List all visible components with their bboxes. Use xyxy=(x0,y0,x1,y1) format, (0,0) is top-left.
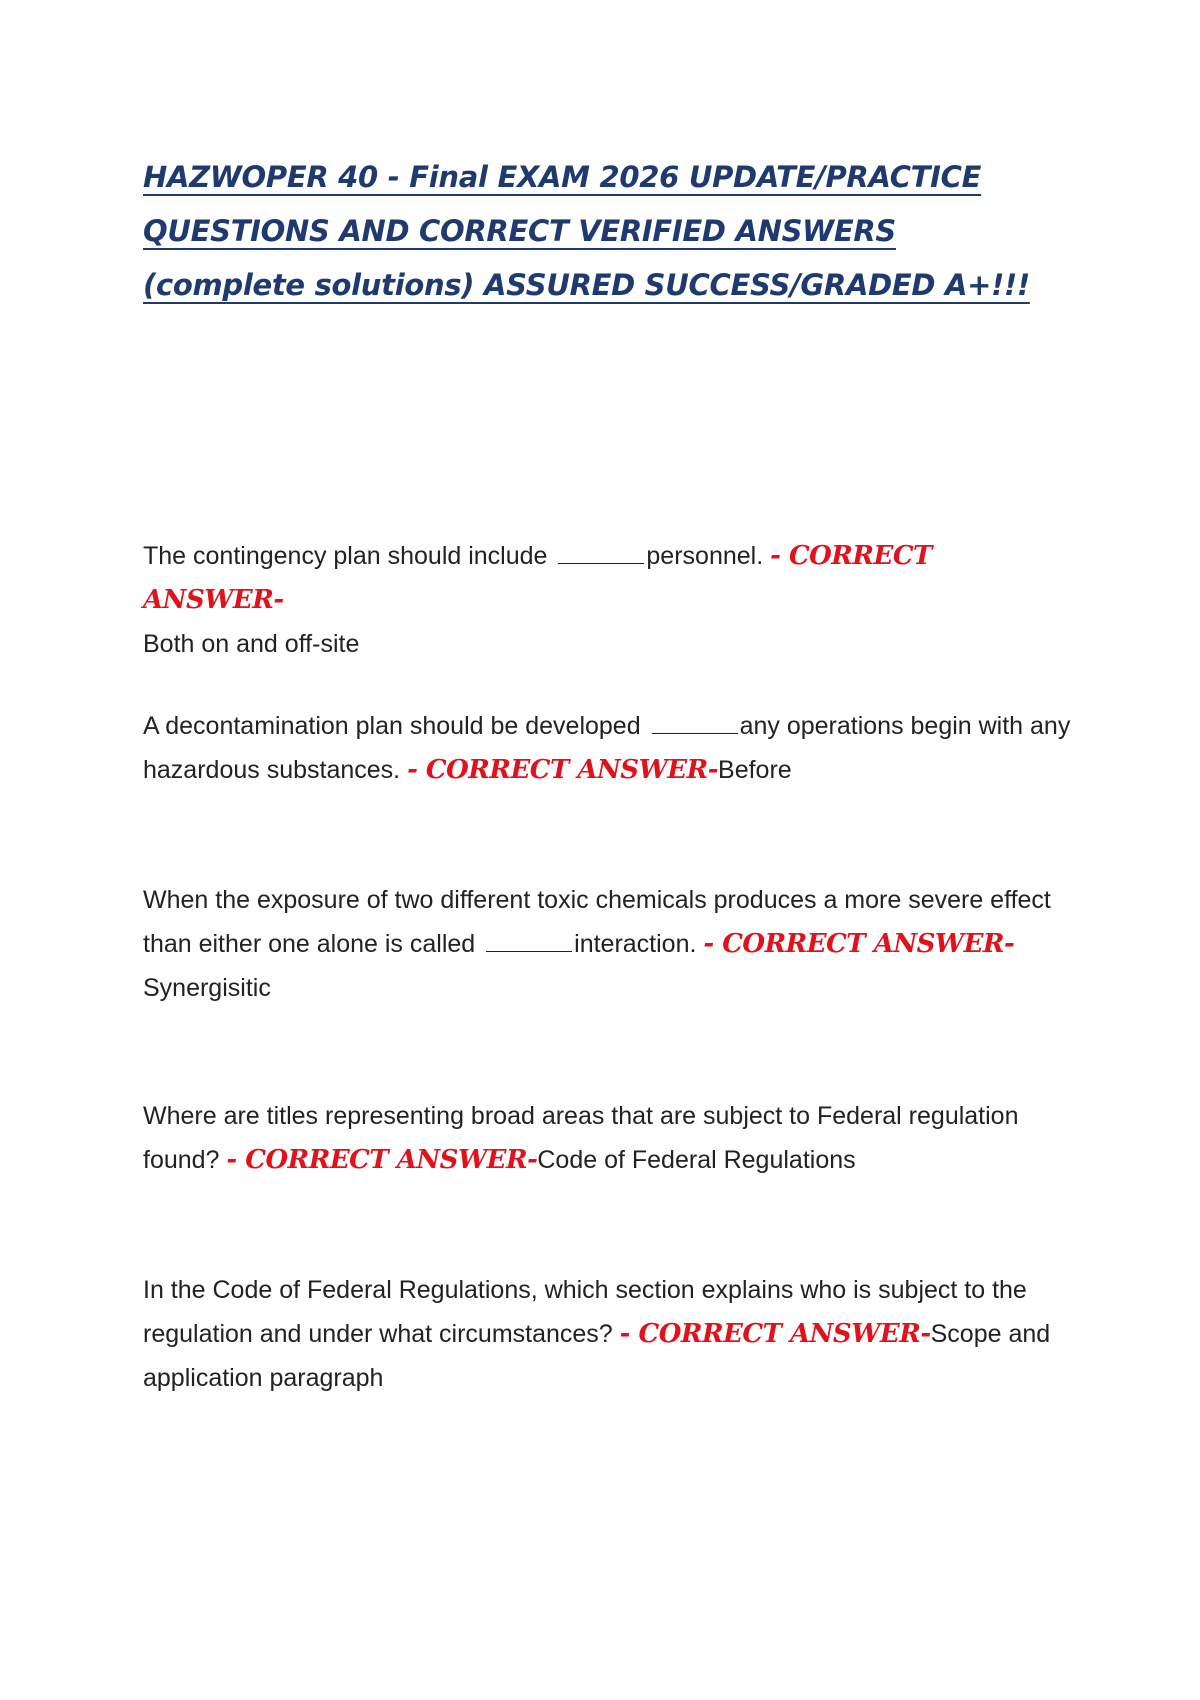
question-text: In the Code of Federal Regulations, which section explains who is subject to the regulation and under what circumstances? xyxy=(143,1276,1027,1348)
fill-in-blank xyxy=(652,711,738,734)
fill-in-blank xyxy=(486,929,572,952)
question-text: personnel. xyxy=(646,542,764,570)
qa-item xyxy=(143,704,1073,792)
question-text: When the exposure of two different toxic chemicals produces a more severe effect than either one alone is called xyxy=(143,886,1051,958)
qa-item xyxy=(143,878,1073,1010)
correct-answer-marker: - CORRECT ANSWER- xyxy=(619,1319,931,1349)
correct-answer-marker: - CORRECT ANSWER- xyxy=(703,929,1015,959)
qa-item xyxy=(143,534,1073,666)
question-text: Where are titles representing broad areas that are subject to Federal regulation found? xyxy=(143,1102,1019,1174)
fill-in-blank xyxy=(558,541,644,564)
question-text: The contingency plan should include xyxy=(143,542,548,570)
question-text: A decontamination plan should be developed xyxy=(143,712,641,740)
correct-answer-marker: - CORRECT ANSWER- xyxy=(407,755,719,785)
document-title: HAZWOPER 40 - Final EXAM 2026 UPDATE/PRACTICE QUESTIONS AND CORRECT VERIFIED ANSWERS (complete solutions) ASSURED SUCCESS/GRADED A+!!! xyxy=(143,160,1030,302)
correct-answer-marker: - CORRECT ANSWER- xyxy=(226,1145,538,1175)
answer-text: Both on and off-site xyxy=(143,630,360,658)
answer-text: Synergisitic xyxy=(143,974,271,1002)
answer-text: Code of Federal Regulations xyxy=(537,1146,856,1174)
answer-text: Scope and application paragraph xyxy=(143,1320,1051,1392)
answer-text: Before xyxy=(718,756,792,784)
qa-item xyxy=(143,1094,1073,1182)
question-text: any operations begin with any hazardous substances. xyxy=(143,712,1071,784)
question-text: interaction. xyxy=(574,930,697,958)
correct-answer-marker: - CORRECT ANSWER- xyxy=(143,541,932,615)
qa-item xyxy=(143,1268,1073,1400)
